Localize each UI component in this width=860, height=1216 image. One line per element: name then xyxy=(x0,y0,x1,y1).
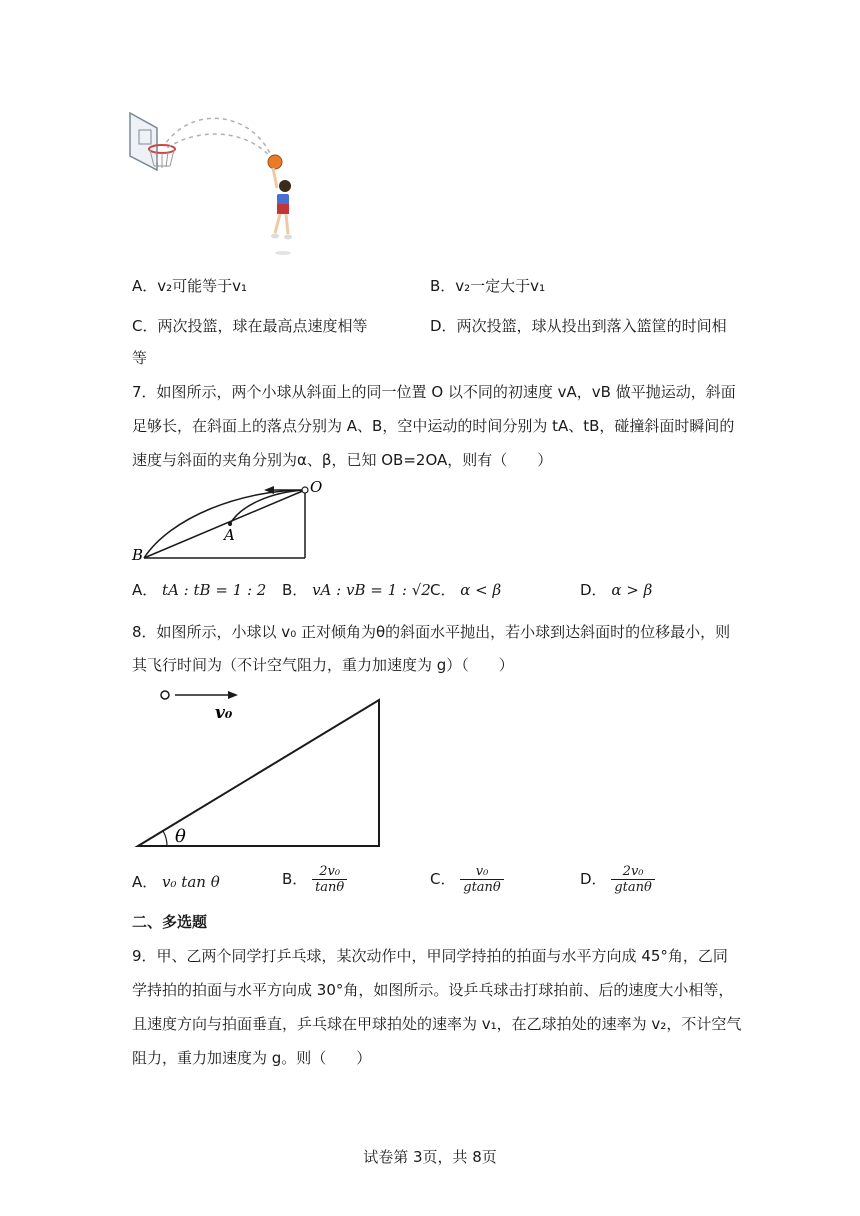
q7-label-b: B xyxy=(132,546,144,564)
q7-option-d-label: D． xyxy=(580,581,607,599)
q6-option-c-text: 两次投篮，球在最高点速度相等 xyxy=(157,317,368,335)
q8-option-d-fraction xyxy=(611,864,655,895)
q6-option-c-label: C． xyxy=(132,317,158,335)
q8-option-b-fraction xyxy=(312,864,347,895)
q7-option-b-text: vA : vB = 1 : √2 xyxy=(312,581,431,599)
q8-option-a-label: A． xyxy=(132,873,158,891)
q8-option-c-numerator: v₀ xyxy=(460,864,504,880)
q7-option-c-text: α < β xyxy=(460,581,502,599)
q8-option-a-text: v₀ tan θ xyxy=(162,873,220,891)
q8-stem-line-2: 其飞行时间为（不计空气阻力，重力加速度为 g）（ ） xyxy=(132,656,514,674)
q8-option-d-denominator: gtanθ xyxy=(614,880,652,895)
q8-option-c-denominator: gtanθ xyxy=(463,880,501,895)
q7-option-a-text: tA : tB = 1 : 2 xyxy=(162,581,267,599)
page-footer: 试卷第 3页，共 8页 xyxy=(363,1148,497,1166)
q7-option-c-label: C． xyxy=(430,581,456,599)
q7-stem-line-1: 7．如图所示，两个小球从斜面上的同一位置 O 以不同的初速度 vA，vB 做平抛运动，斜面 xyxy=(132,383,736,401)
q7-option-d-text: α > β xyxy=(611,581,653,599)
q6-option-a-label: A． xyxy=(132,277,158,295)
basketball-figure xyxy=(125,108,305,258)
q8-option-c-fraction xyxy=(460,864,504,895)
q8-label-v0: v₀ xyxy=(215,703,233,723)
q9-stem-line-2: 学持拍的拍面与水平方向成 30°角，如图所示。设乒乓球击打球拍前、后的速度大小相等， xyxy=(132,981,734,999)
q6-option-b-label: B． xyxy=(430,277,456,295)
q7-stem-line-2: 足够长，在斜面上的落点分别为 A、B，空中运动的时间分别为 tA、tB，碰撞斜面时瞬间的 xyxy=(132,417,735,435)
q8-option-b-numerator: 2v₀ xyxy=(312,864,347,880)
q7-label-a: A xyxy=(224,526,235,544)
q9-stem-line-1: 9．甲、乙两个同学打乒乓球，某次动作中，甲同学持拍的拍面与水平方向成 45°角，乙同 xyxy=(132,947,728,965)
q6-option-d-wrap: 等 xyxy=(132,349,148,367)
q6-option-d-label: D． xyxy=(430,317,457,335)
q9-stem-line-4: 阻力，重力加速度为 g。则（ ） xyxy=(132,1049,372,1067)
q8-option-b-denominator: tanθ xyxy=(315,880,345,895)
q6-option-d-text: 两次投篮，球从投出到落入篮筐的时间相 xyxy=(456,317,727,335)
q8-option-c-label: C． xyxy=(430,870,456,888)
q7-label-o: O xyxy=(310,478,323,496)
q7-option-a-label: A． xyxy=(132,581,158,599)
q9-stem-line-3: 且速度方向与拍面垂直，乒乓球在甲球拍处的速率为 v₁，在乙球拍处的速率为 v₂，不计空气 xyxy=(132,1015,742,1033)
q7-option-b-label: B． xyxy=(282,581,308,599)
q8-stem-line-1: 8．如图所示，小球以 v₀ 正对倾角为θ的斜面水平抛出，若小球到达斜面时的位移最小，则 xyxy=(132,623,731,641)
q6-option-a-text: v₂可能等于v₁ xyxy=(157,277,248,295)
q8-label-theta: θ xyxy=(175,826,186,847)
q7-incline-figure xyxy=(130,478,330,566)
q6-option-b-text: v₂一定大于v₁ xyxy=(455,277,546,295)
section-title-multiple-choice: 二、多选题 xyxy=(132,913,208,931)
q8-option-b-label: B． xyxy=(282,870,308,888)
q7-stem-line-3: 速度与斜面的夹角分别为α、β，已知 OB=2OA，则有（ ） xyxy=(132,451,553,469)
q8-option-d-numerator: 2v₀ xyxy=(611,864,655,880)
q8-option-d-label: D． xyxy=(580,870,607,888)
q8-incline-figure xyxy=(135,688,385,850)
